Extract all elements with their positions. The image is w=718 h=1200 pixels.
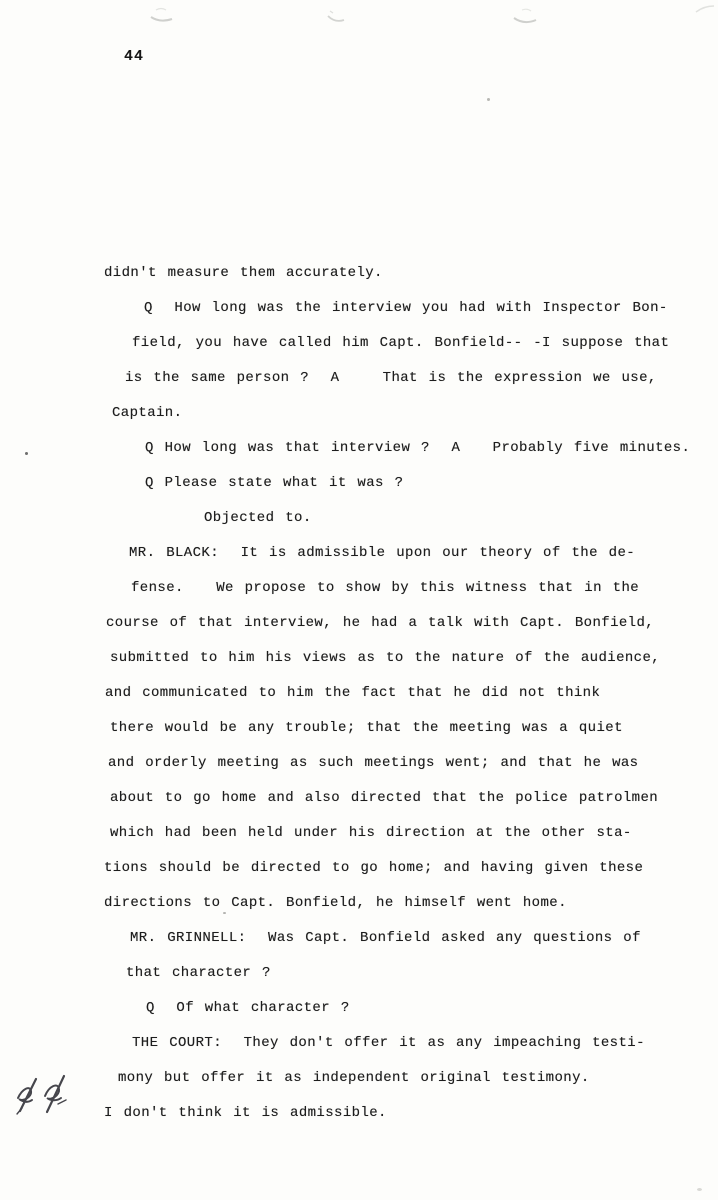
transcript-line: and communicated to him the fact that he did not think <box>105 685 601 701</box>
transcript-line: there would be any trouble; that the meeting was a quiet <box>110 720 623 736</box>
transcript-line: which had been held under his direction at the other sta- <box>110 825 632 841</box>
transcript-line: I don't think it is admissible. <box>104 1105 387 1121</box>
scan-smudge <box>510 6 542 28</box>
transcript-line: Q How long was that interview ? A Probably five minutes. <box>145 440 691 456</box>
transcript-line: Captain. <box>112 405 183 421</box>
transcript-line: MR. GRINNELL: Was Capt. Bonfield asked any questions of <box>130 930 641 946</box>
scan-smudge <box>694 2 716 16</box>
transcript-line: Q Of what character ? <box>146 1000 350 1016</box>
scan-smudge <box>148 4 178 26</box>
transcript-line: is the same person ? A That is the expression we use, <box>125 370 657 386</box>
transcript-line: course of that interview, he had a talk with Capt. Bonfield, <box>106 615 655 631</box>
transcript-line: Q How long was the interview you had with Inspector Bon- <box>144 300 668 316</box>
transcript-body <box>104 256 710 1131</box>
transcript-line: that character ? <box>126 965 271 981</box>
handwritten-initials <box>14 1070 84 1118</box>
scan-speck <box>487 98 490 101</box>
transcript-line: and orderly meeting as such meetings went; and that he was <box>108 755 639 771</box>
transcript-line: MR. BLACK: It is admissible upon our theory of the de- <box>129 545 636 561</box>
scan-speck <box>223 912 226 914</box>
transcript-line: mony but offer it as independent original testimony. <box>118 1070 590 1086</box>
transcript-line: fense. We propose to show by this witness that in the <box>131 580 640 596</box>
scan-speck <box>697 1188 702 1191</box>
transcript-line: Objected to. <box>204 510 312 526</box>
transcript-line: submitted to him his views as to the nature of the audience, <box>110 650 661 666</box>
transcript-line: Q Please state what it was ? <box>145 475 404 491</box>
page-number: 44 <box>124 48 145 65</box>
transcript-line: didn't measure them accurately. <box>104 265 383 281</box>
transcript-line: directions to Capt. Bonfield, he himself went home. <box>104 895 567 911</box>
scan-speck <box>25 452 28 455</box>
transcript-line: about to go home and also directed that the police patrolmen <box>110 790 659 806</box>
transcript-line: tions should be directed to go home; and having given these <box>104 860 644 876</box>
transcript-line: THE COURT: They don't offer it as any impeaching testi- <box>132 1035 645 1051</box>
scan-smudge <box>326 8 352 28</box>
transcript-line: field, you have called him Capt. Bonfield-- -I suppose that <box>132 335 670 351</box>
